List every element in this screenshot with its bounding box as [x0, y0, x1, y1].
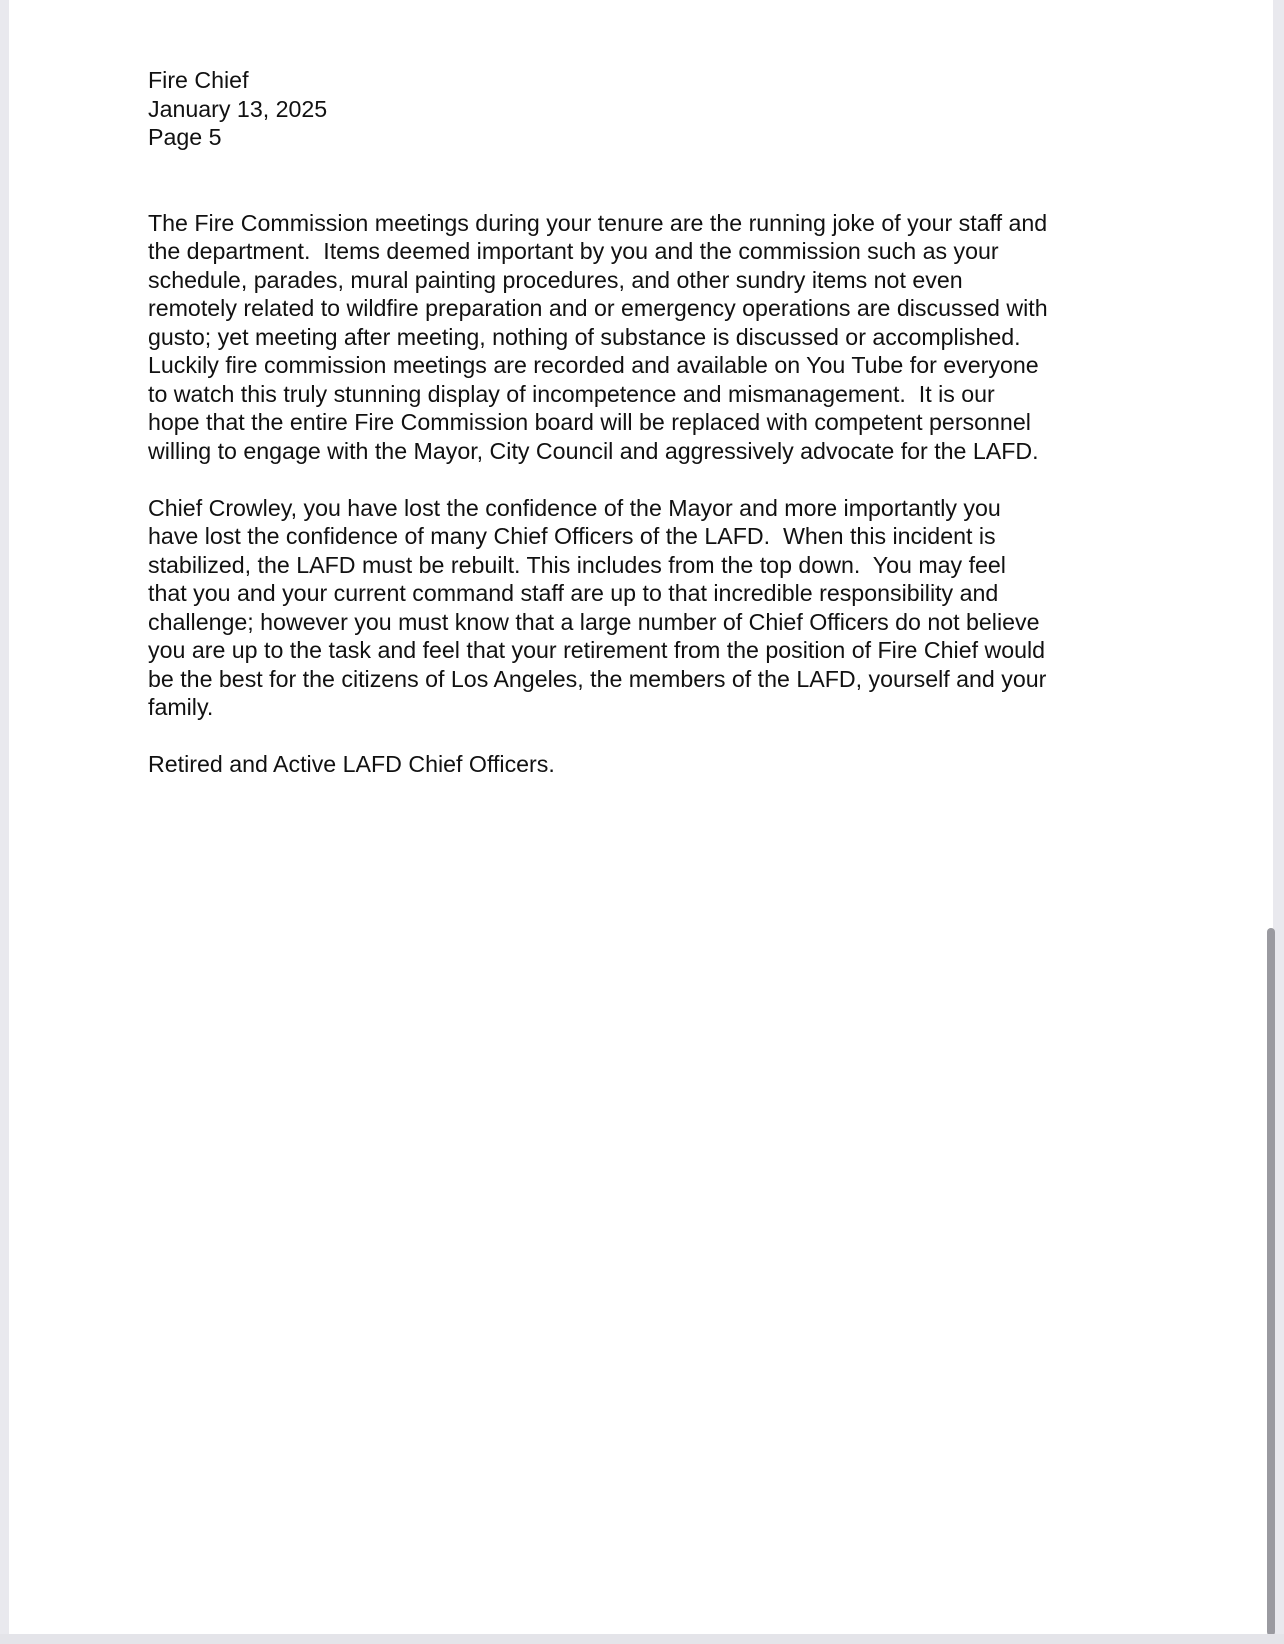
header-recipient: Fire Chief — [148, 67, 249, 93]
text-line: you are up to the task and feel that your retirement from the position of Fire Chief would — [148, 637, 1046, 663]
header-page-number: Page 5 — [148, 124, 222, 150]
text-line: The Fire Commission meetings during your tenure are the running joke of your staff and — [148, 209, 1048, 236]
text-line: gusto; yet meeting after meeting, nothing of substance is discussed or accomplished. — [148, 323, 1021, 350]
vertical-scrollbar-thumb[interactable] — [1267, 928, 1275, 1636]
paragraph-fire-commission — [148, 209, 1148, 466]
letter-body — [148, 66, 1148, 807]
letter-header — [148, 66, 1148, 152]
paragraph-chief-crowley — [148, 494, 1148, 722]
text-line: Luckily fire commission meetings are recorded and available on You Tube for everyone — [148, 352, 1039, 378]
text-line: to watch this truly stunning display of incompetence and mismanagement. It is our — [148, 380, 995, 407]
text-line: remotely related to wildfire preparation and or emergency operations are discussed with — [148, 295, 1048, 321]
text-line: schedule, parades, mural painting procedures, and other sundry items not even — [148, 266, 963, 293]
text-line: stabilized, the LAFD must be rebuilt. This includes from the top down. You may feel — [148, 551, 1006, 578]
text-line: be the best for the citizens of Los Angeles, the members of the LAFD, yourself and your — [148, 665, 1047, 692]
text-line: willing to engage with the Mayor, City Council and aggressively advocate for the LAFD. — [148, 437, 1039, 464]
text-line: Chief Crowley, you have lost the confidence of the Mayor and more importantly you — [148, 494, 1001, 521]
text-line: the department. Items deemed important by you and the commission such as your — [148, 238, 999, 264]
text-line: family. — [148, 694, 214, 720]
viewer-bottom-edge — [0, 1634, 1284, 1644]
signature-line: Retired and Active LAFD Chief Officers. — [148, 751, 555, 777]
header-date: January 13, 2025 — [148, 95, 328, 122]
text-line: that you and your current command staff are up to that incredible responsibility and — [148, 580, 999, 606]
text-line: challenge; however you must know that a large number of Chief Officers do not believe — [148, 608, 1040, 635]
text-line: hope that the entire Fire Commission board will be replaced with competent personnel — [148, 409, 1031, 435]
text-line: have lost the confidence of many Chief Officers of the LAFD. When this incident is — [148, 523, 996, 549]
